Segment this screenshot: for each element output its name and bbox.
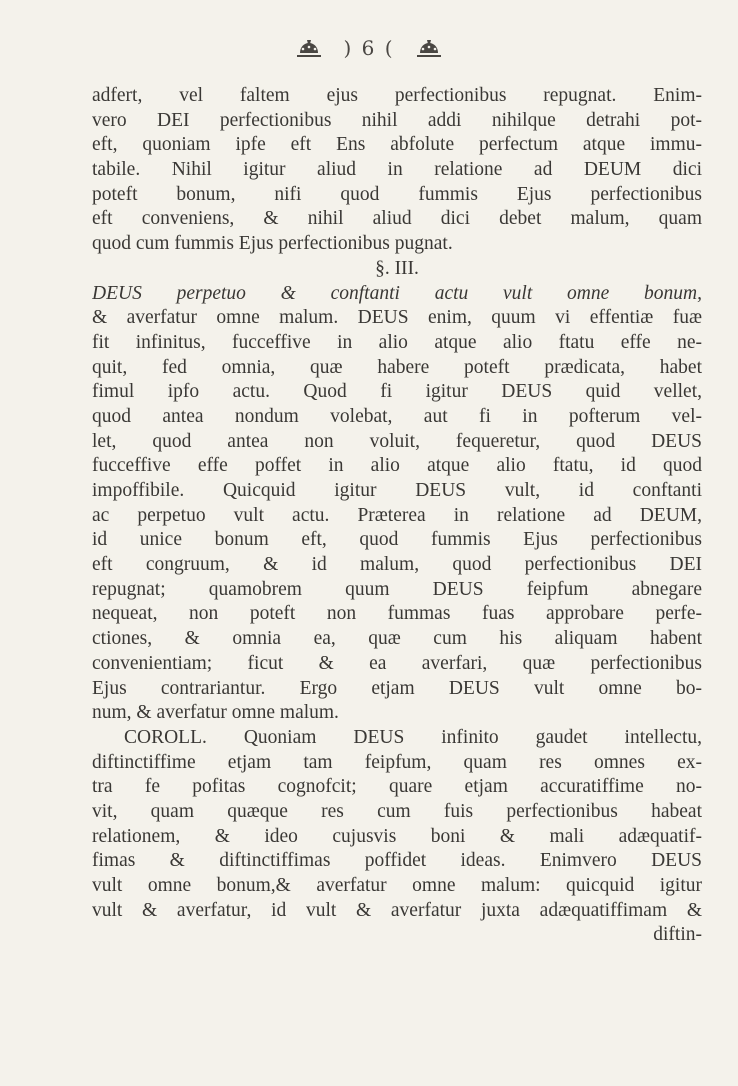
ornament-icon bbox=[294, 38, 324, 58]
page-number: ) 6 ( bbox=[343, 36, 395, 60]
text-line: quit, fed omnia, quæ habere poteft prædicata, habet bbox=[92, 356, 702, 378]
text-line: & averfatur omne malum. DEUS enim, quum vi effentiæ fuæ bbox=[92, 307, 702, 329]
text-line: id unice bonum eft, quod fummis Ejus perfectionibus bbox=[92, 529, 702, 551]
section-heading: §. III. bbox=[375, 257, 419, 279]
page-header bbox=[0, 36, 738, 61]
text-line: tra fe pofitas cognofcit; quare etjam accuratiffime no- bbox=[92, 776, 702, 798]
text-line: Ejus contrariantur. Ergo etjam DEUS vult omne bo- bbox=[92, 677, 702, 699]
text-line: eft, quoniam ipfe eft Ens abfolute perfectum atque immu- bbox=[92, 134, 702, 156]
text-line: fit infinitus, fucceffive in alio atque alio ftatu effe ne- bbox=[92, 331, 702, 353]
text-line: convenientiam; ficut & ea averfari, quæ perfectionibus bbox=[92, 652, 702, 674]
text-line: vult omne bonum,& averfatur omne malum: quicquid igitur bbox=[92, 875, 702, 896]
text-line: diftinctiffime etjam tam feipfum, quam res omnes ex- bbox=[92, 751, 702, 773]
text-line: impoffibile. Quicquid igitur DEUS vult, id conftanti bbox=[92, 480, 702, 501]
text-line: vit, quam quæque res cum fuis perfectionibus habeat bbox=[92, 800, 702, 822]
text-line: poteft bonum, nifi quod fummis Ejus perfectionibus bbox=[92, 183, 702, 205]
text-line: tabile. Nihil igitur aliud in relatione ad DEUM dici bbox=[92, 159, 702, 181]
text-line: nequeat, non poteft non fummas fuas approbare perfe- bbox=[92, 603, 702, 625]
text-line: fimul ipfo actu. Quod fi igitur DEUS quid vellet, bbox=[92, 381, 702, 403]
catchword: diftin- bbox=[653, 924, 702, 946]
text-line: vero DEI perfectionibus nihil addi nihilque detrahi pot- bbox=[92, 109, 702, 131]
text-line: ac perpetuo vult actu. Præterea in relatione ad DEUM, bbox=[92, 504, 702, 526]
text-line: let, quod antea non voluit, fequeretur, quod DEUS bbox=[92, 430, 702, 452]
text-line: ctiones, & omnia ea, quæ cum his aliquam habent bbox=[92, 628, 702, 650]
section-title: DEUS perpetuo & conftanti actu vult omne bonum, bbox=[92, 282, 702, 304]
text-line: adfert, vel faltem ejus perfectionibus repugnat. Enim- bbox=[92, 85, 702, 106]
text-line: fimas & diftinctiffimas poffidet ideas. Enimvero DEUS bbox=[92, 850, 702, 872]
text-line: quod cum fummis Ejus perfectionibus pugnat. bbox=[92, 233, 453, 255]
text-line: quod antea nondum volebat, aut fi in pofterum vel- bbox=[92, 405, 702, 427]
text-line: repugnat; quamobrem quum DEUS feipfum abnegare bbox=[92, 578, 702, 600]
text-line: eft congruum, & id malum, quod perfectionibus DEI bbox=[92, 554, 702, 576]
body-text bbox=[92, 84, 702, 948]
text-line: vult & averfatur, id vult & averfatur juxta adæquatiffimam & bbox=[92, 899, 702, 921]
text-line: eft conveniens, & nihil aliud dici debet malum, quam bbox=[92, 208, 702, 230]
corollary-line: COROLL. Quoniam DEUS infinito gaudet intellectu, bbox=[124, 726, 702, 748]
text-line: num, & averfatur omne malum. bbox=[92, 702, 339, 724]
text-line: relationem, & ideo cujusvis boni & mali adæquatif- bbox=[92, 825, 702, 847]
text-line: fucceffive effe poffet in alio atque alio ftatu, id quod bbox=[92, 455, 702, 477]
ornament-icon bbox=[414, 38, 444, 58]
